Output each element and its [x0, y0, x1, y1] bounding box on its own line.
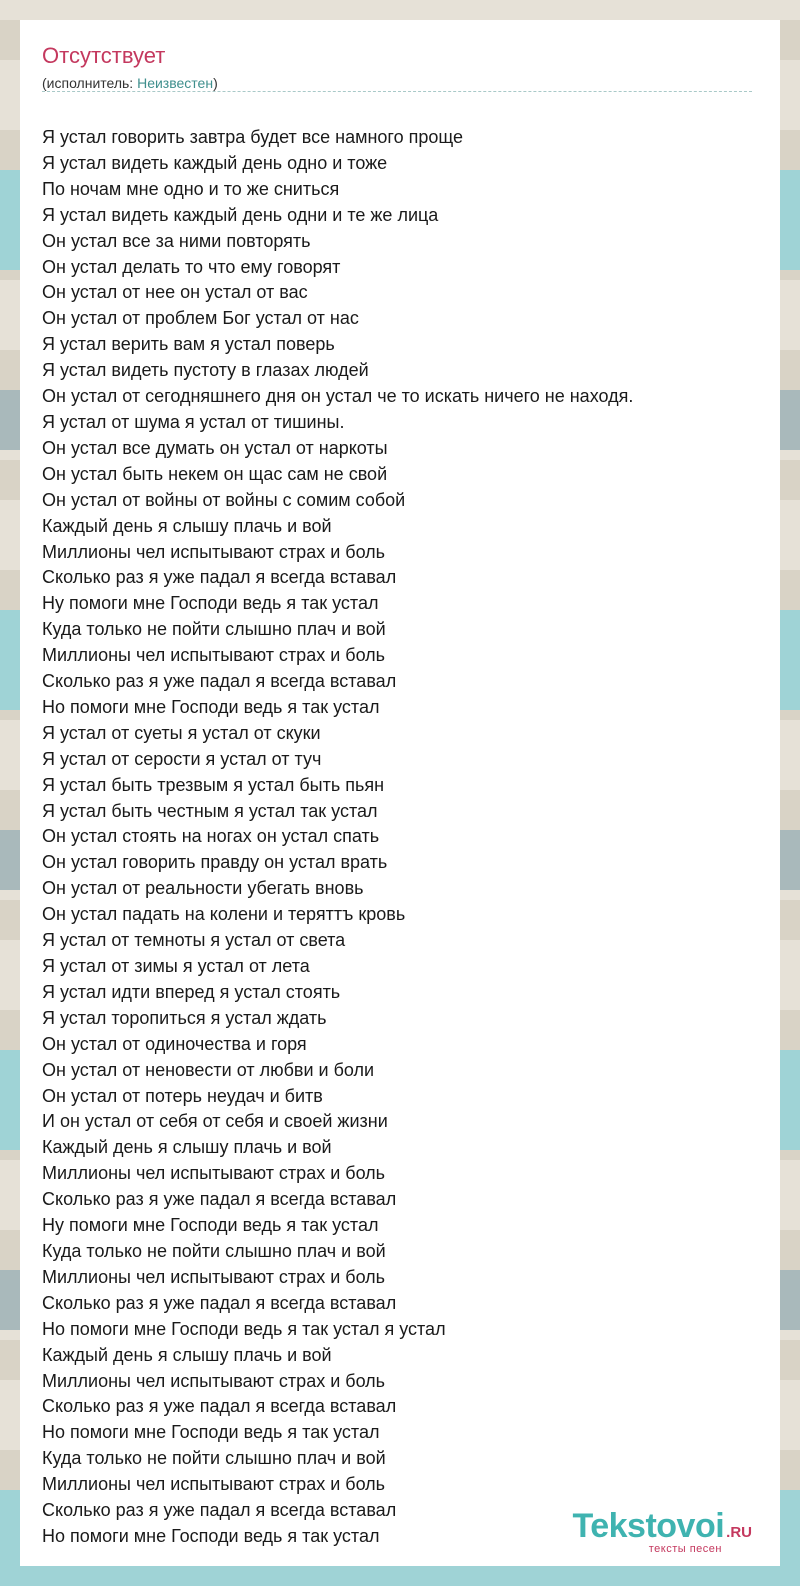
- lyric-line: Он устал от нее он устал от вас: [42, 282, 308, 303]
- lyric-line: Он устал от проблем Бог устал от нас: [42, 308, 359, 329]
- lyric-line: Я устал видеть каждый день одни и те же лица: [42, 204, 439, 225]
- lyric-line: Он устал от потерь неудач и битв: [42, 1085, 323, 1106]
- lyric-line: Я устал от темноты я устал от света: [42, 930, 346, 951]
- lyric-line: Он устал говорить правду он устал врать: [42, 852, 388, 873]
- lyric-line: Я устал от зимы я устал от лета: [42, 956, 310, 976]
- song-title: Отсутствует: [42, 43, 166, 68]
- logo-tld: .RU: [726, 1524, 752, 1541]
- lyric-line: Сколько раз я уже падал я всегда вставал: [42, 1292, 397, 1313]
- lyric-line: Я устал от суеты я устал от скуки: [42, 722, 321, 743]
- lyric-line: Каждый день я слышу плачь и вой: [42, 1137, 332, 1158]
- lyric-line: Но помоги мне Господи ведь я так устал: [42, 1422, 380, 1443]
- lyric-line: Я устал быть честным я устал так устал: [42, 800, 378, 821]
- lyric-line: Я устал от шума я устал от тишины.: [42, 411, 345, 432]
- lyric-line: Ну помоги мне Господи ведь я так устал: [42, 1215, 379, 1236]
- artist-line: [42, 74, 752, 92]
- lyric-line: Я устал говорить завтра будет все намного проще: [42, 127, 463, 147]
- artist-suffix: ): [213, 75, 218, 91]
- lyric-line: Я устал видеть каждый день одно и тоже: [42, 152, 388, 173]
- lyric-line: Сколько раз я уже падал я всегда вставал: [42, 1189, 397, 1210]
- lyric-line: И он устал от себя от себя и своей жизни: [42, 1111, 388, 1132]
- lyric-line: Я устал от серости я устал от туч: [42, 748, 322, 769]
- lyric-line: Я устал идти вперед я устал стоять: [42, 981, 341, 1002]
- site-logo[interactable]: [572, 1507, 752, 1555]
- lyric-line: Куда только не пойти слышно плач и вой: [42, 1240, 386, 1261]
- lyric-line: Миллионы чел испытывают страх и боль: [42, 1163, 386, 1184]
- lyric-line: Он устал от войны от войны с сомим собой: [42, 489, 406, 510]
- lyric-line: Но помоги мне Господи ведь я так устал: [42, 696, 380, 717]
- lyrics-card: [20, 20, 780, 1566]
- lyric-line: Миллионы чел испытывают страх и боль: [42, 645, 386, 666]
- lyric-line: Куда только не пойти слышно плач и вой: [42, 619, 386, 640]
- lyric-line: Сколько раз я уже падал я всегда вставал: [42, 1500, 397, 1521]
- lyric-line: Но помоги мне Господи ведь я так устал: [42, 1525, 380, 1546]
- lyric-line: Я устал верить вам я устал поверь: [42, 334, 335, 355]
- lyric-line: Каждый день я слышу плачь и вой: [42, 1344, 332, 1365]
- lyric-line: Он устал быть некем он щас сам не свой: [42, 463, 388, 484]
- lyric-line: Он устал все за ними повторять: [42, 230, 311, 251]
- lyric-line: Миллионы чел испытывают страх и боль: [42, 541, 386, 562]
- lyric-line: Каждый день я слышу плачь и вой: [42, 515, 332, 536]
- lyric-line: Он устал стоять на ногах он устал спать: [42, 826, 380, 847]
- logo-name: Tekstovoi: [572, 1507, 725, 1545]
- lyric-line: Он устал от реальности убегать вновь: [42, 878, 364, 899]
- lyric-line: Сколько раз я уже падал я всегда вставал: [42, 671, 397, 692]
- lyric-line: По ночам мне одно и то же сниться: [42, 178, 340, 199]
- lyric-line: Миллионы чел испытывают страх и боль: [42, 1474, 386, 1495]
- artist-prefix: (исполнитель:: [42, 75, 138, 91]
- lyric-line: Я устал быть трезвым я устал быть пьян: [42, 774, 385, 795]
- lyric-line: Он устал делать то что ему говорят: [42, 256, 341, 277]
- song-header: [42, 42, 752, 92]
- lyric-line: Но помоги мне Господи ведь я так устал я устал: [42, 1318, 446, 1339]
- logo-tagline: тексты песен: [648, 1543, 722, 1555]
- header-divider: [42, 91, 752, 92]
- lyric-line: Он устал все думать он устал от наркоты: [42, 437, 388, 458]
- lyric-line: Я устал видеть пустоту в глазах людей: [42, 360, 369, 381]
- lyrics-text: [42, 125, 762, 1550]
- lyric-line: Миллионы чел испытывают страх и боль: [42, 1370, 386, 1391]
- lyric-line: Я устал торопиться я устал ждать: [42, 1007, 327, 1028]
- artist-link[interactable]: Неизвестен: [137, 75, 214, 91]
- lyric-line: Сколько раз я уже падал я всегда вставал: [42, 1396, 397, 1417]
- lyric-line: Куда только не пойти слышно плач и вой: [42, 1448, 386, 1469]
- lyric-line: Он устал от сегодняшнего дня он устал че то искать ничего не находя.: [42, 386, 634, 407]
- lyric-line: Миллионы чел испытывают страх и боль: [42, 1266, 386, 1287]
- lyric-line: Ну помоги мне Господи ведь я так устал: [42, 593, 379, 614]
- lyric-line: Он устал падать на колени и теряттъ кровь: [42, 904, 406, 925]
- lyric-line: Он устал от одиночества и горя: [42, 1033, 307, 1054]
- lyric-line: Сколько раз я уже падал я всегда вставал: [42, 567, 397, 588]
- lyric-line: Он устал от неновести от любви и боли: [42, 1059, 375, 1080]
